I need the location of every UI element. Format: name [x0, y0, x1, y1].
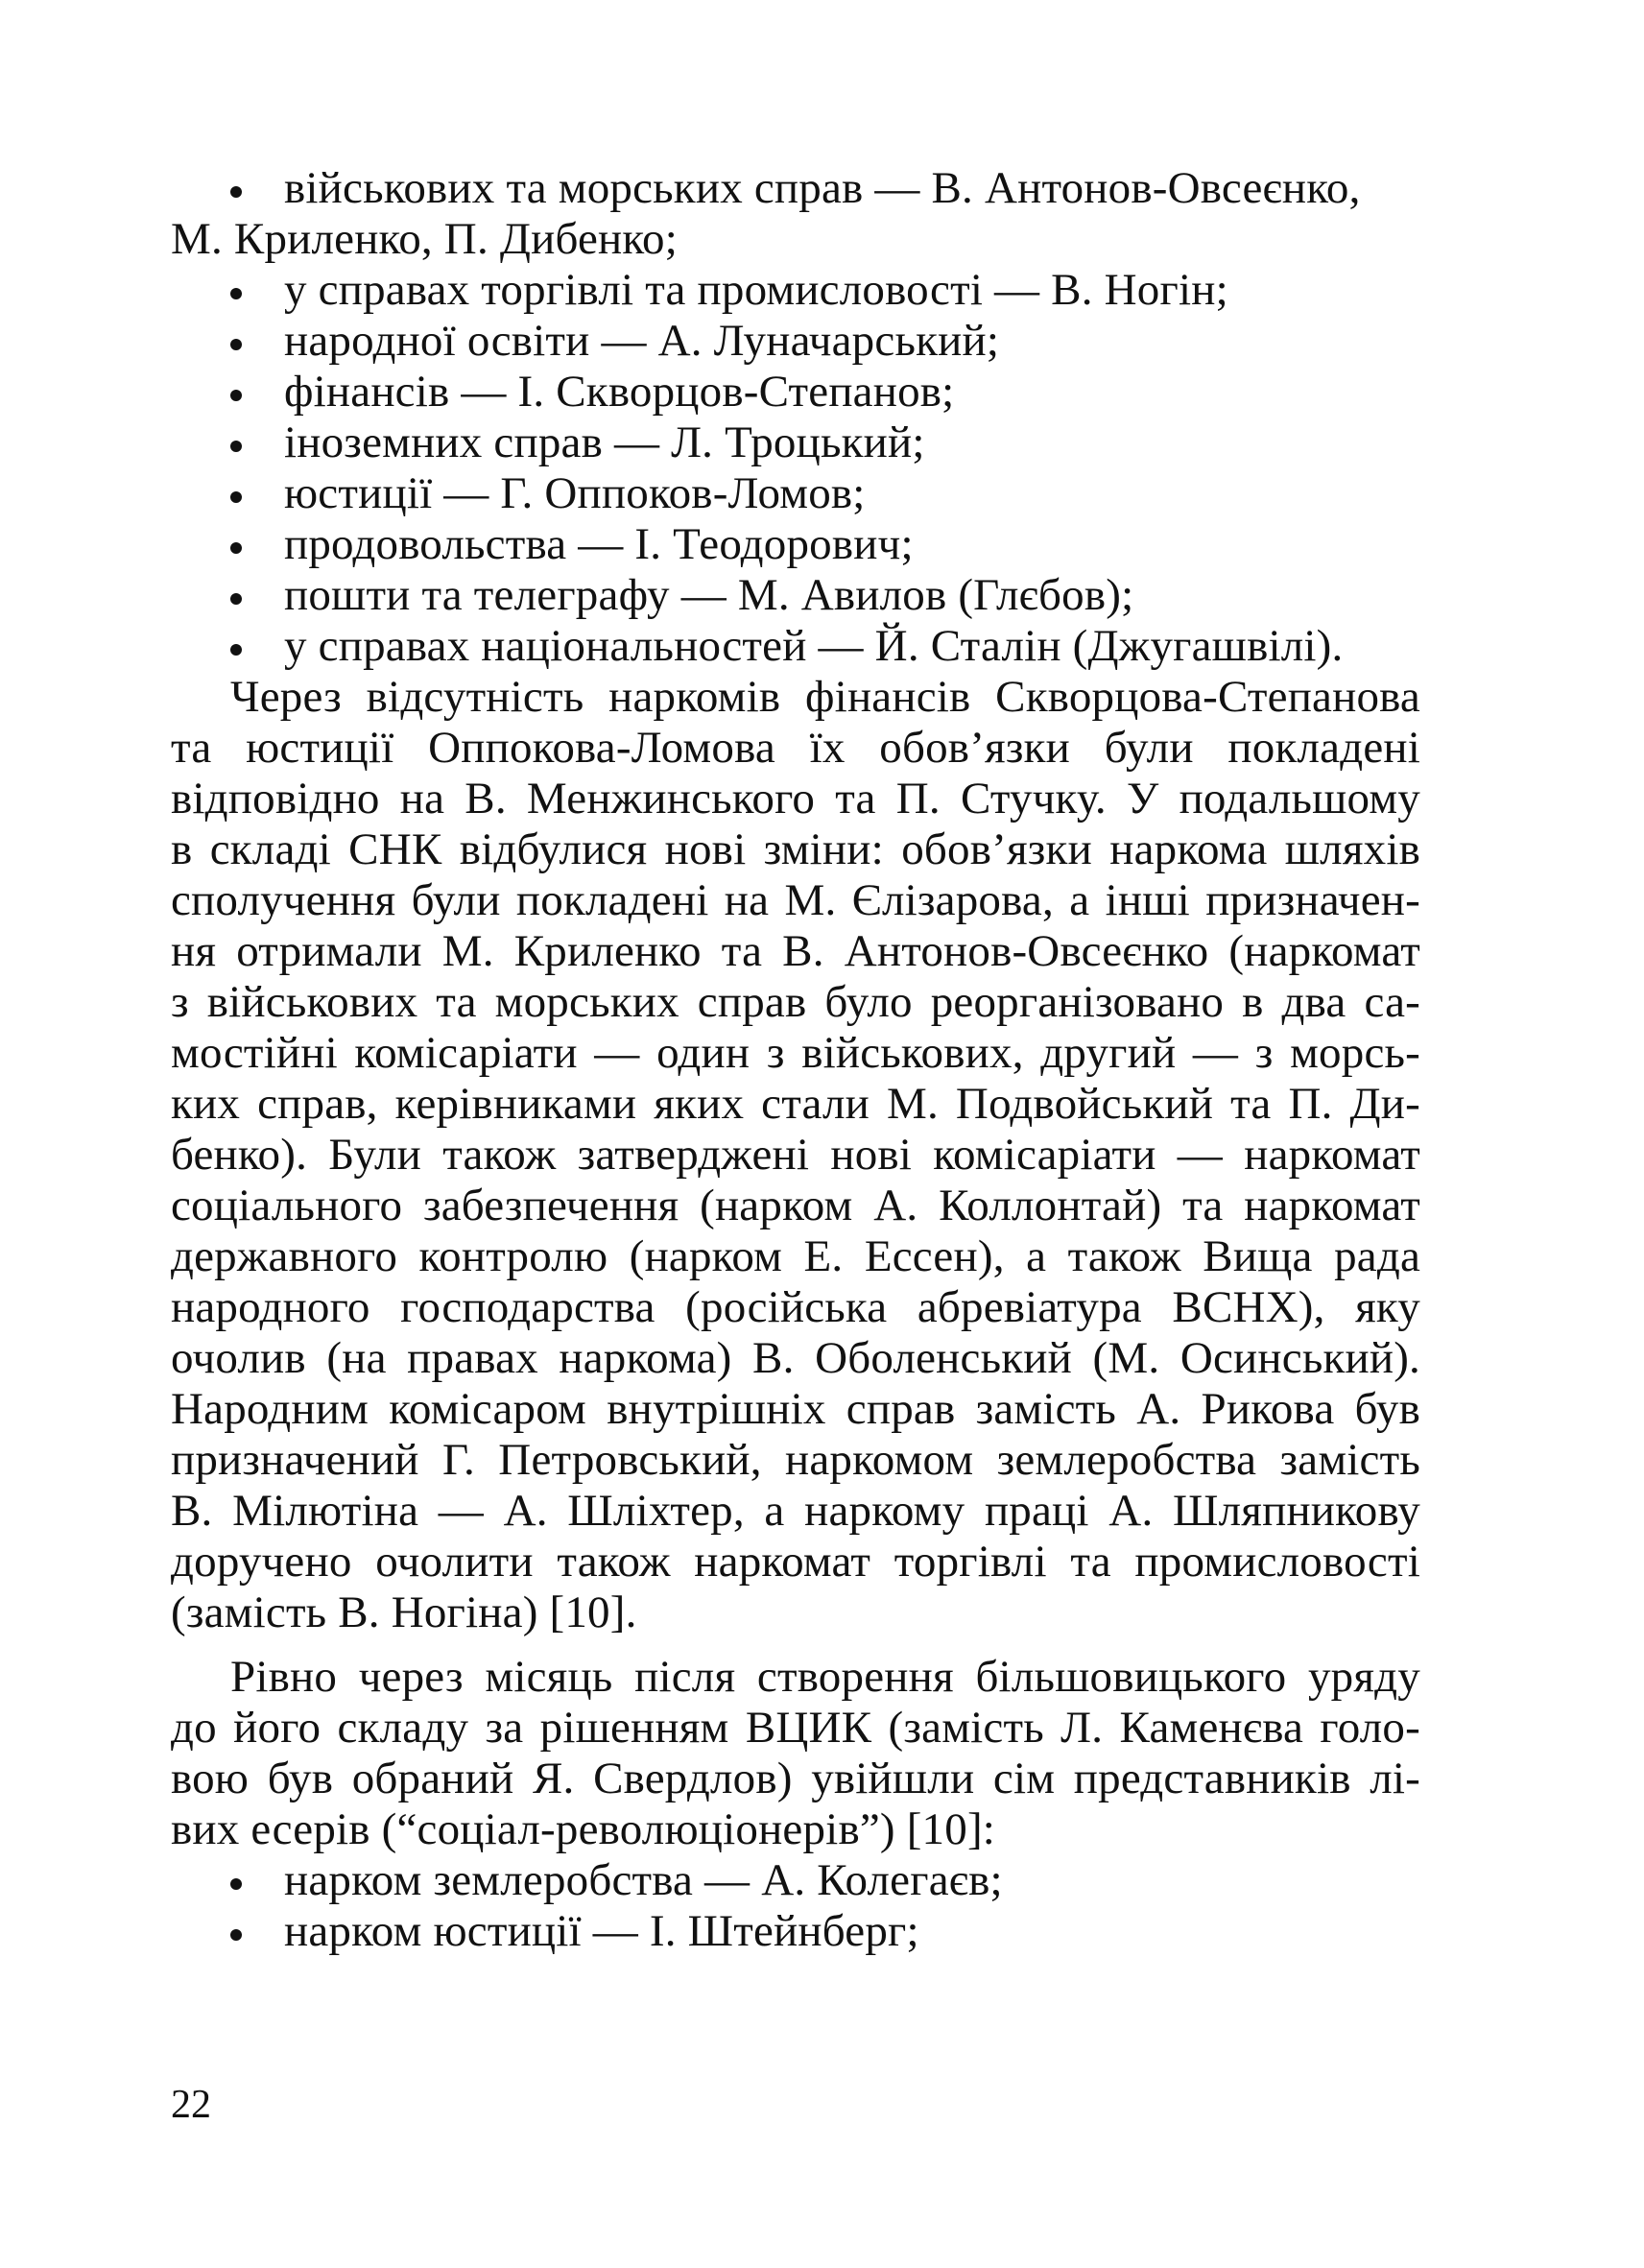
bullet-list-item: [171, 1855, 1420, 1906]
bullet-item-text: пошти та телеграфу — М. Авилов (Глєбов);: [284, 570, 1134, 620]
bullet-list-item: [171, 316, 1420, 367]
paragraph-line: М. Криленко, П. Дибенко;: [171, 214, 678, 264]
paragraph-line: вою був обраний Я. Свердлов) увійшли сім представників лі-: [171, 1754, 1420, 1803]
paragraph-line: призначений Г. Петровський, наркомом землеробства замість: [171, 1435, 1420, 1485]
bullet-icon: [230, 339, 242, 350]
bullet-item-text: народної освіти — А. Луначарський;: [284, 316, 1000, 366]
bullet-item-text: у справах національностей — Й. Сталін (Джугашвілі).: [284, 621, 1344, 671]
bullet-icon: [230, 1878, 242, 1890]
bullet-item-text: у справах торгівлі та промисловості — В. Ногін;: [284, 265, 1228, 315]
paragraph-line: та юстиції Оппокова-Ломова їх обов’язки були покладені: [171, 723, 1420, 773]
bullet-list-item: [171, 163, 1420, 214]
bullet-icon: [230, 1929, 242, 1941]
bullet-list-item: [171, 570, 1420, 621]
bullet-icon: [230, 441, 242, 452]
paragraph-line: вих есерів (“соціал-революціонерів”) [10]:: [171, 1804, 996, 1854]
bullet-item-text: нарком юстиції — І. Штейнберг;: [284, 1906, 919, 1956]
bullet-item-text: військових та морських справ — В. Антонов-Овсеєнко,: [284, 163, 1361, 213]
bullet-icon: [230, 186, 242, 198]
bullet-list-item: [171, 265, 1420, 316]
bullet-item-text: фінансів — І. Скворцов-Степанов;: [284, 367, 955, 417]
paragraph-line: бенко). Були також затверджені нові комісаріати — наркомат: [171, 1130, 1420, 1180]
bullet-list-item: [171, 468, 1420, 519]
paragraph-line: сполучення були покладені на М. Єлізарова, а інші призначен-: [171, 875, 1420, 925]
paragraph-line: доручено очолити також наркомат торгівлі та промисловості: [171, 1537, 1420, 1587]
bullet-list-item: [171, 367, 1420, 418]
paragraph-line: ня отримали М. Криленко та В. Антонов-Овсеєнко (наркомат: [171, 926, 1420, 976]
bullet-item-text: іноземних справ — Л. Троцький;: [284, 418, 925, 467]
paragraph-line: державного контролю (нарком Е. Ессен), а також Вища рада: [171, 1231, 1420, 1281]
paragraph-gap: [171, 1638, 1420, 1652]
paragraph-line: Народним комісаром внутрішніх справ замість А. Рикова був: [171, 1384, 1420, 1434]
bullet-icon: [230, 390, 242, 401]
page-number: 22: [171, 2083, 211, 2127]
paragraph-line: в складі СНК відбулися нові зміни: обов’язки наркома шляхів: [171, 824, 1420, 874]
bullet-icon: [230, 491, 242, 503]
paragraph-line: очолив (на правах наркома) В. Оболенський (М. Осинський).: [171, 1333, 1420, 1383]
page-body-text: [171, 163, 1420, 1957]
paragraph-line: В. Мілютіна — А. Шліхтер, а наркому праці А. Шляпникову: [171, 1486, 1420, 1536]
paragraph-line: (замість В. Ногіна) [10].: [171, 1588, 637, 1637]
bullet-list-item: [171, 519, 1420, 570]
bullet-icon: [230, 288, 242, 299]
bullet-icon: [230, 644, 242, 656]
bullet-icon: [230, 542, 242, 554]
paragraph-line: ких справ, керівниками яких стали М. Подвойський та П. Ди-: [171, 1079, 1420, 1129]
paragraph-first-line: Через відсутність наркомів фінансів Скворцова-Степанова: [230, 672, 1420, 722]
paragraph-line: соціального забезпечення (нарком А. Коллонтай) та наркомат: [171, 1181, 1420, 1230]
bullet-list-item: [171, 418, 1420, 468]
bullet-icon: [230, 593, 242, 605]
bullet-item-text: продовольства — І. Теодорович;: [284, 519, 914, 569]
paragraph-line: відповідно на В. Менжинського та П. Стучку. У подальшому: [171, 774, 1420, 824]
paragraph-line: з військових та морських справ було реорганізовано в два са-: [171, 977, 1420, 1027]
bullet-item-text: нарком землеробства — А. Колегаєв;: [284, 1855, 1003, 1905]
bullet-list-item: [171, 621, 1420, 672]
paragraph-first-line: Рівно через місяць після створення більшовицького уряду: [230, 1652, 1420, 1702]
bullet-item-text: юстиції — Г. Оппоков-Ломов;: [284, 468, 866, 518]
paragraph-line: мостійні комісаріати — один з військових, другий — з морсь-: [171, 1028, 1420, 1078]
paragraph-line: народного господарства (російська абревіатура ВСНХ), яку: [171, 1282, 1420, 1332]
bullet-list-item: [171, 1906, 1420, 1957]
paragraph-line: до його складу за рішенням ВЦИК (замість Л. Каменєва голо-: [171, 1703, 1420, 1753]
